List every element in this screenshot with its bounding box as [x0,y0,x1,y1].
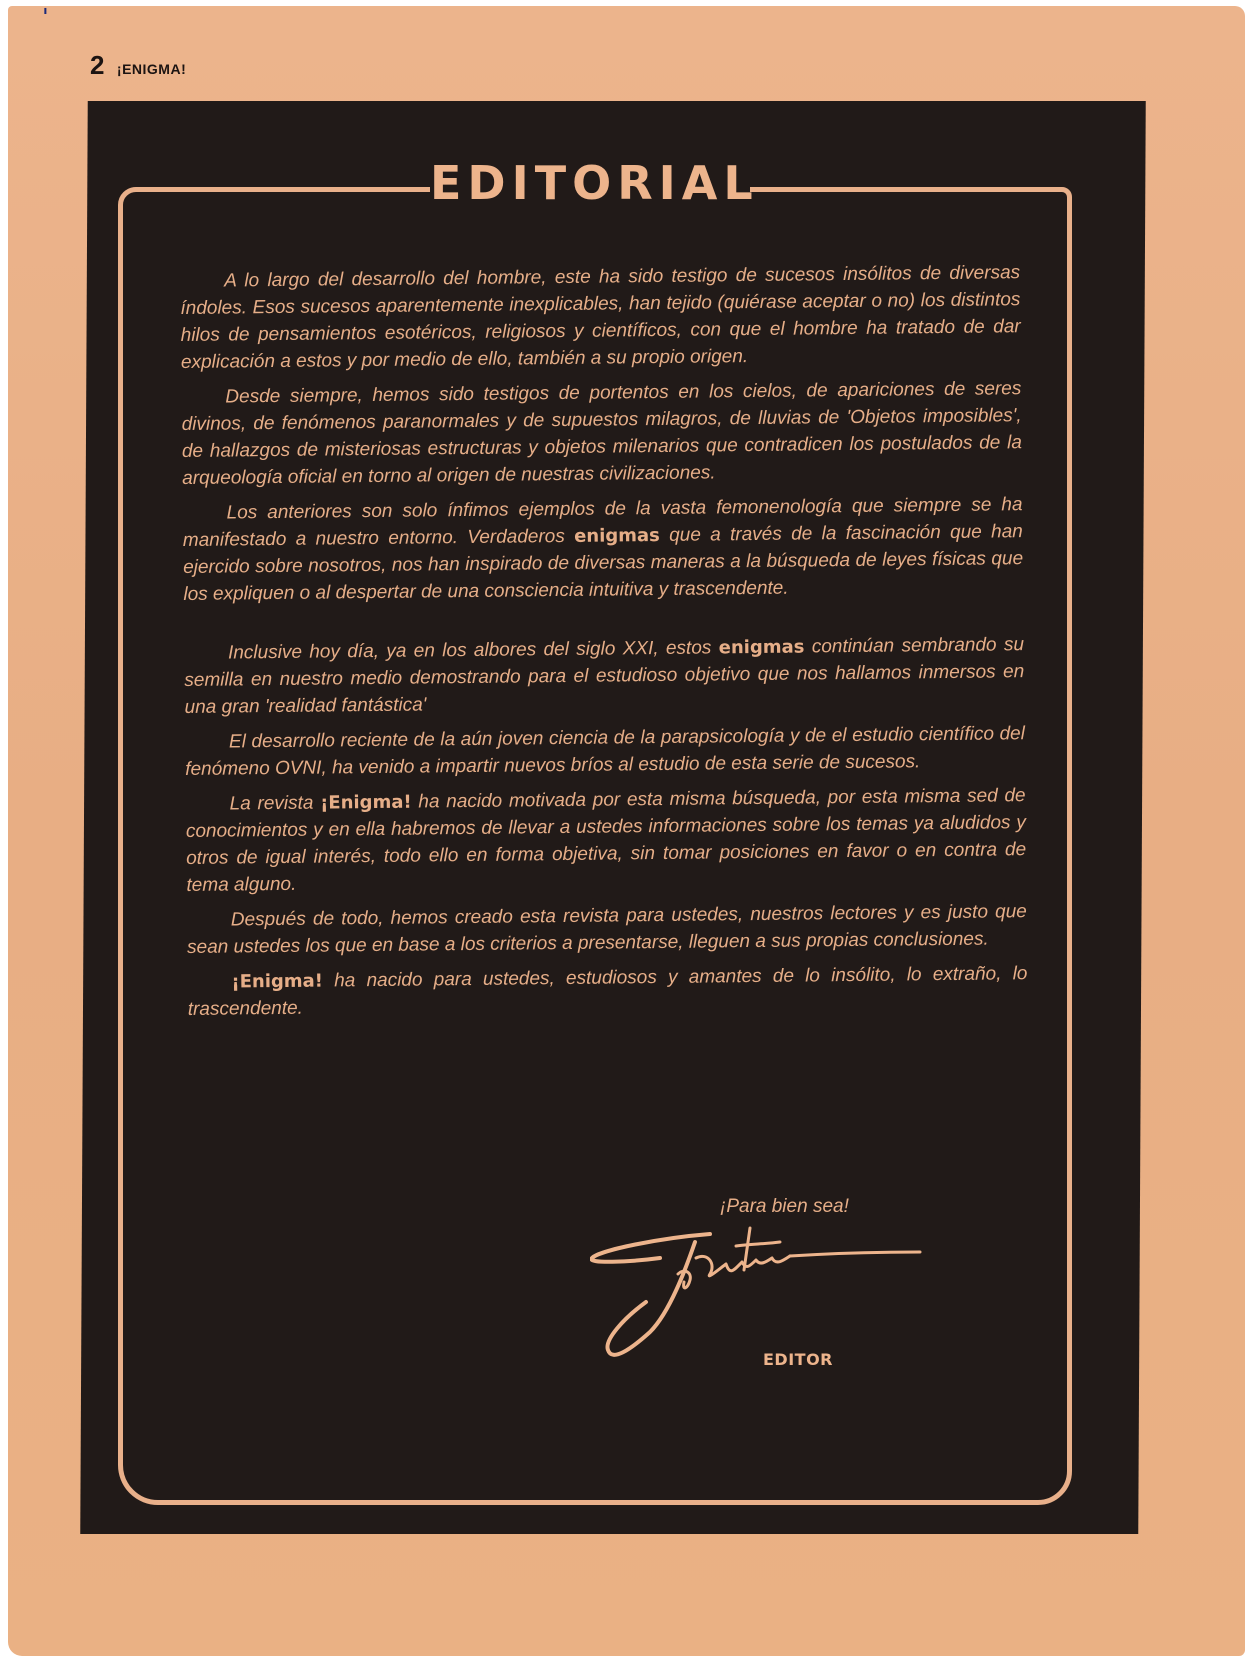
signer-role: EDITOR [763,1350,833,1369]
closing-line: ¡Para bien sea! [720,1196,849,1217]
ink-mark: ˈ [42,6,49,31]
magazine-name: ¡ENIGMA! [116,61,187,77]
emphasis-word: ¡Enigma! [231,970,324,993]
paragraph-2: Desde siempre, hemos sido testigos de portentos en los cielos, de apariciones de seres divinos, de fenómenos paranormales y de supuestos milagros, de lluvias de 'Objetos imposibles', de hallazgos de misteriosas estructuras y objetos milenarios que contradicen los postulados de la arqueología oficial en torno al origen de nuestras civilizaciones. [181,378,1022,489]
paragraph-7: Después de todo, hemos creado esta revista para ustedes, nuestros lectores y es justo que sean ustedes los que en base a los criterios a presentarse, lleguen a sus propias conclusiones. [187,901,1027,958]
emphasis-word: enigmas [574,524,660,547]
paragraph-5: El desarrollo reciente de la aún joven ciencia de la parapsicología y de el estudio científico del fenómeno OVNI, ha venido a impartir nuevos bríos al estudio de esta serie de sucesos. [185,723,1026,780]
paragraph-1: A lo largo del desarrollo del hombre, este ha sido testigo de sucesos insólitos de diversas índoles. Esos sucesos aparentemente inexplicables, han tejido (quiérase aceptar o no) los distintos hilos de pensamientos esotéricos, religiosos y científicos, con que el hombre ha tratado de dar explicación a estos y por medio de ello, también a su propio origen. [180,262,1021,373]
editorial-body [180,259,1028,1031]
page-number: 2 [90,50,105,80]
paragraph-8: ¡Enigma! ha nacido para ustedes, estudiosos y amantes de lo insólito, lo extraño, lo trascendente. [187,963,1028,1020]
emphasis-word: enigmas [718,636,805,659]
paragraph-6: La revista ¡Enigma! ha nacido motivada por esta misma búsqueda, por esta misma sed de conocimientos y en ella habremos de llevar a ustedes informaciones sobre los temas ya aludidos y otros de igual interés, todo ello en forma objetiva, sin tomar posiciones en favor o en contra de tema alguno. [185,785,1027,896]
emphasis-word: ¡Enigma! [320,791,412,814]
paragraph-4: Inclusive hoy día, ya en los albores del siglo XXI, estos enigmas continúan sembrando su semilla en nuestro medio demostrando para el estudioso objetivo que nos hallamos inmersos en una gran 'realidad fantástica' [184,634,1025,718]
page-header [90,50,186,81]
title-container [430,148,759,218]
editorial-title: EDITORIAL [430,156,759,210]
paragraph-3: Los anteriores son solo ínfimos ejemplos de la vasta femonenología que siempre se ha manifestado a nuestro entorno. Verdaderos enigmas que a través de la fascinación que han ejercido sobre nosotros, nos han inspirado de diversas maneras a la búsqueda de leyes físicas que los expliquen o al despertar de una consciencia intuitiva y trascendente. [182,494,1024,605]
